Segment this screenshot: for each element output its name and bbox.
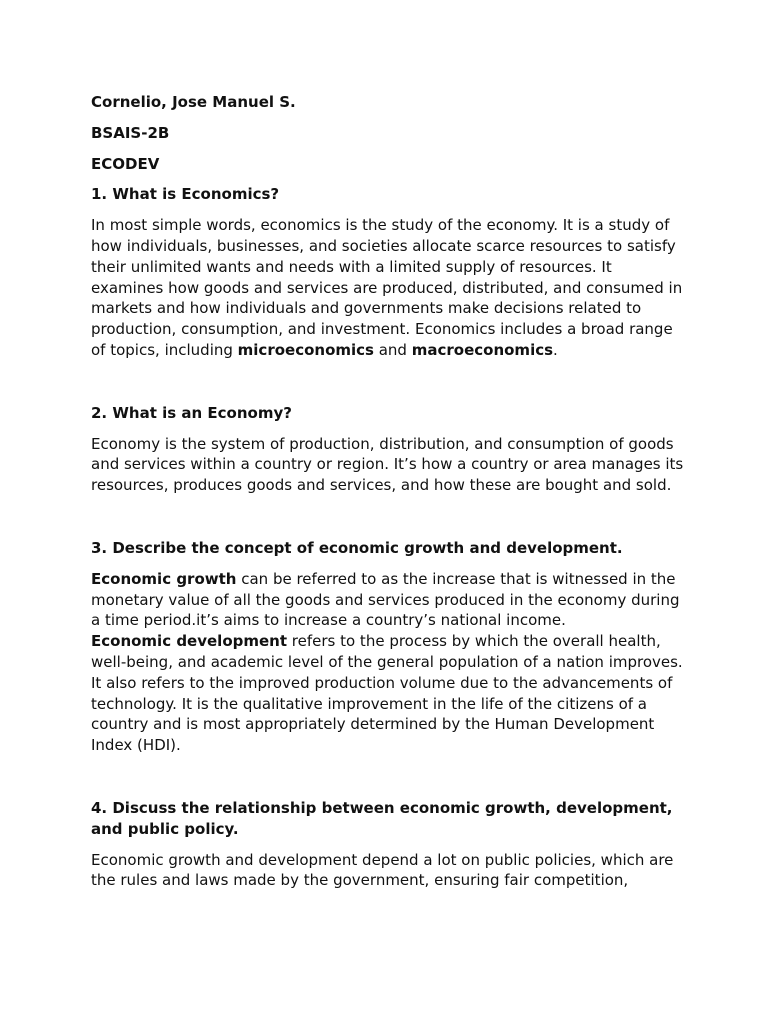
answer-3-development bbox=[91, 631, 686, 756]
answer-2: Economy is the system of production, distribution, and consumption of goods and services within a country or region. It’s how a country or area manages its resources, produces goods and services, and how these are bought and sold. bbox=[91, 434, 684, 495]
question-1: 1. What is Economics? bbox=[91, 185, 280, 204]
answer-3-growth bbox=[91, 569, 686, 631]
answer-4: Economic growth and development depend a lot on public policies, which are the rules and laws made by the government, ensuring fair competition, bbox=[91, 850, 674, 890]
answer-1-text: In most simple words, economics is the study of the economy. It is a study of how individuals, businesses, and societies allocate scarce resources to satisfy their unlimited wants and needs with a limited supply of resources. It examines how goods and services are produced, distributed, and consumed in markets and how individuals and governments make decisions related to production, consumption, and investment. Economics includes a broad range of topics, including bbox=[91, 216, 683, 359]
answer-1-conjunction: and bbox=[373, 340, 412, 359]
term-economic-development: Economic development bbox=[91, 632, 288, 651]
term-economic-growth: Economic growth bbox=[91, 569, 237, 588]
document-page bbox=[91, 92, 686, 891]
term-microeconomics: microeconomics bbox=[237, 340, 374, 359]
development-definition: refers to the process by which the overall health, well-being, and academic level of the general population of a nation improves. It also refers to the improved production volume due to the advancements of technology. It is the qualitative improvement in the life of the citizens of a country and is most appropriately determined by the Human Development Index (HDI). bbox=[91, 632, 683, 755]
question-4: 4. Discuss the relationship between economic growth, development, and public policy. bbox=[91, 798, 673, 838]
growth-definition: can be referred to as the increase that is witnessed in the monetary value of all the goods and services produced in the economy during a time period.it’s aims to increase a country’s national income. bbox=[91, 569, 680, 630]
subject-label: ECODEV bbox=[91, 154, 160, 173]
question-2: 2. What is an Economy? bbox=[91, 403, 292, 422]
student-name: Cornelio, Jose Manuel S. bbox=[91, 93, 296, 111]
question-3: 3. Describe the concept of economic growth and development. bbox=[91, 538, 623, 557]
section-label: BSAIS-2B bbox=[91, 123, 170, 142]
answer-1-end: . bbox=[553, 340, 558, 359]
answer-1 bbox=[91, 215, 686, 361]
term-macroeconomics: macroeconomics bbox=[411, 340, 554, 359]
